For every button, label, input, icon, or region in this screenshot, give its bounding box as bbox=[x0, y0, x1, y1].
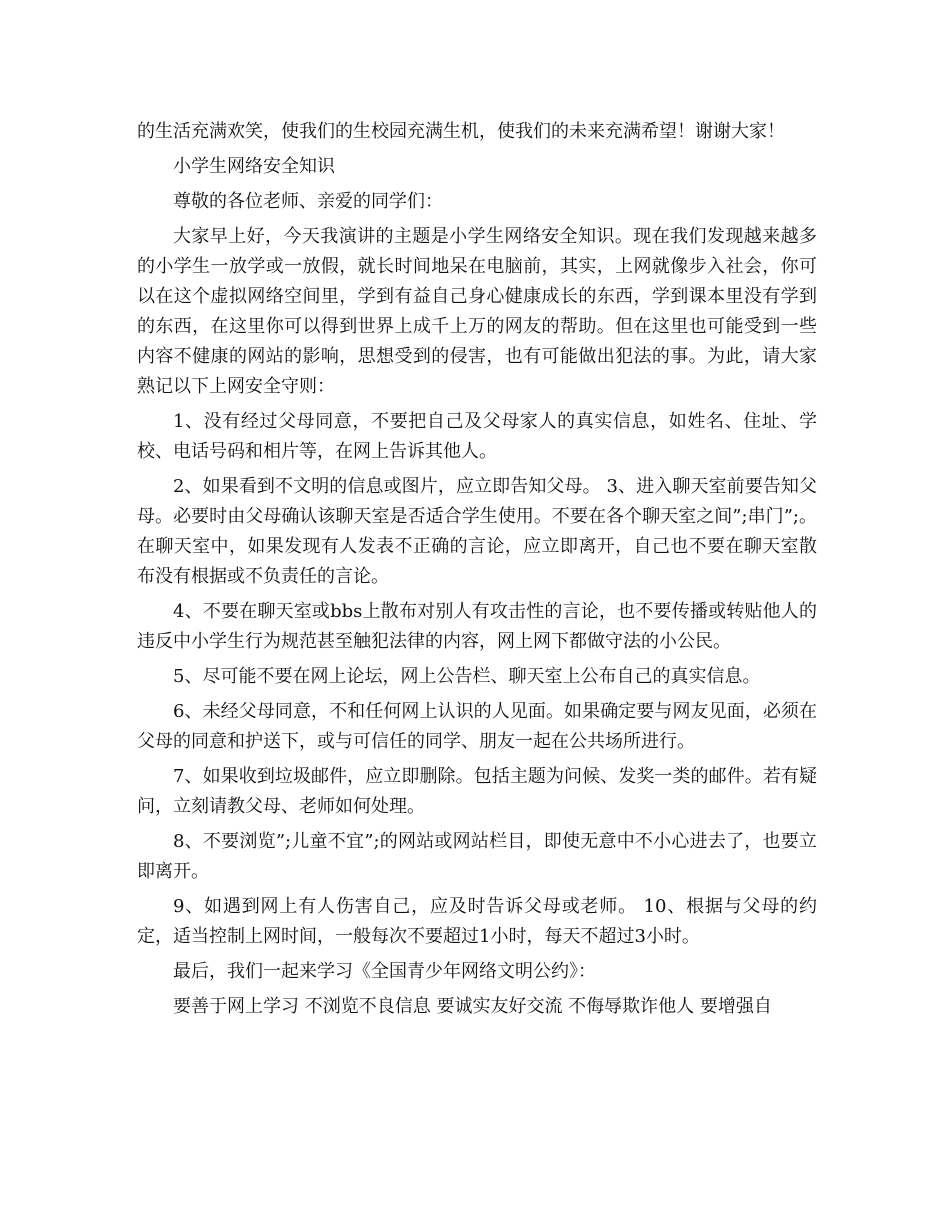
paragraph-continuation: 的生活充满欢笑，使我们的生校园充满生机，使我们的未来充满希望！谢谢大家！ bbox=[137, 121, 785, 142]
paragraph-intro: 大家早上好，今天我演讲的主题是小学生网络安全知识。现在我们发现越来越多的小学生一放学或一放假，就长时间地呆在电脑前，其实，上网就像步入社会，你可以在这个虚拟网络空间里，学到有益自己身心健康成长的东西，学到课本里没有学到的东西，在这里你可以得到世界上成千上万的网友的帮助。但在这里也可能受到一些内容不健康的网站的影响，思想受到的侵害，也有可能做出犯法的事。为此，请大家熟记以下上网安全守则： bbox=[137, 226, 817, 397]
paragraph-conclusion: 最后，我们一起来学习《全国青少年网络文明公约》： bbox=[173, 961, 596, 982]
document-body bbox=[137, 117, 817, 1027]
rule-2-3: 2、如果看到不文明的信息或图片，应立即告知父母。 3、进入聊天室前要告知父母。必要时由父母确认该聊天室是否适合学生使用。不要在各个聊天室之间”;串门”;。在聊天室中，如果发现有人发表不正确的言论，应立即离开，自己也不要在聊天室散布没有根据或不负责任的言论。 bbox=[137, 476, 817, 587]
salutation: 尊敬的各位老师、亲爱的同学们： bbox=[173, 191, 443, 212]
paragraph-pledge: 要善于网上学习 不浏览不良信息 要诚实友好交流 不侮辱欺诈他人 要增强自 bbox=[173, 996, 772, 1017]
rule-8: 8、不要浏览”;儿童不宜”;的网站或网站栏目，即使无意中不小心进去了，也要立即离开。 bbox=[137, 831, 817, 882]
rule-4: 4、不要在聊天室或bbs上散布对别人有攻击性的言论，也不要传播或转贴他人的违反中小学生行为规范甚至触犯法律的内容，网上网下都做守法的小公民。 bbox=[137, 601, 817, 652]
rule-1: 1、没有经过父母同意，不要把自己及父母家人的真实信息，如姓名、住址、学校、电话号码和相片等，在网上告诉其他人。 bbox=[137, 411, 817, 462]
rule-9-10: 9、如遇到网上有人伤害自己，应及时告诉父母或老师。 10、根据与父母的约定，适当控制上网时间，一般每次不要超过1小时，每天不超过3小时。 bbox=[137, 896, 817, 947]
rule-5: 5、尽可能不要在网上论坛，网上公告栏、聊天室上公布自己的真实信息。 bbox=[173, 666, 761, 687]
rule-6: 6、未经父母同意，不和任何网上认识的人见面。如果确定要与网友见面，必须在父母的同意和护送下，或与可信任的同学、朋友一起在公共场所进行。 bbox=[137, 701, 817, 752]
rule-7: 7、如果收到垃圾邮件，应立即删除。包括主题为问候、发奖一类的邮件。若有疑问，立刻请教父母、老师如何处理。 bbox=[137, 766, 817, 817]
section-title: 小学生网络安全知识 bbox=[173, 156, 335, 177]
